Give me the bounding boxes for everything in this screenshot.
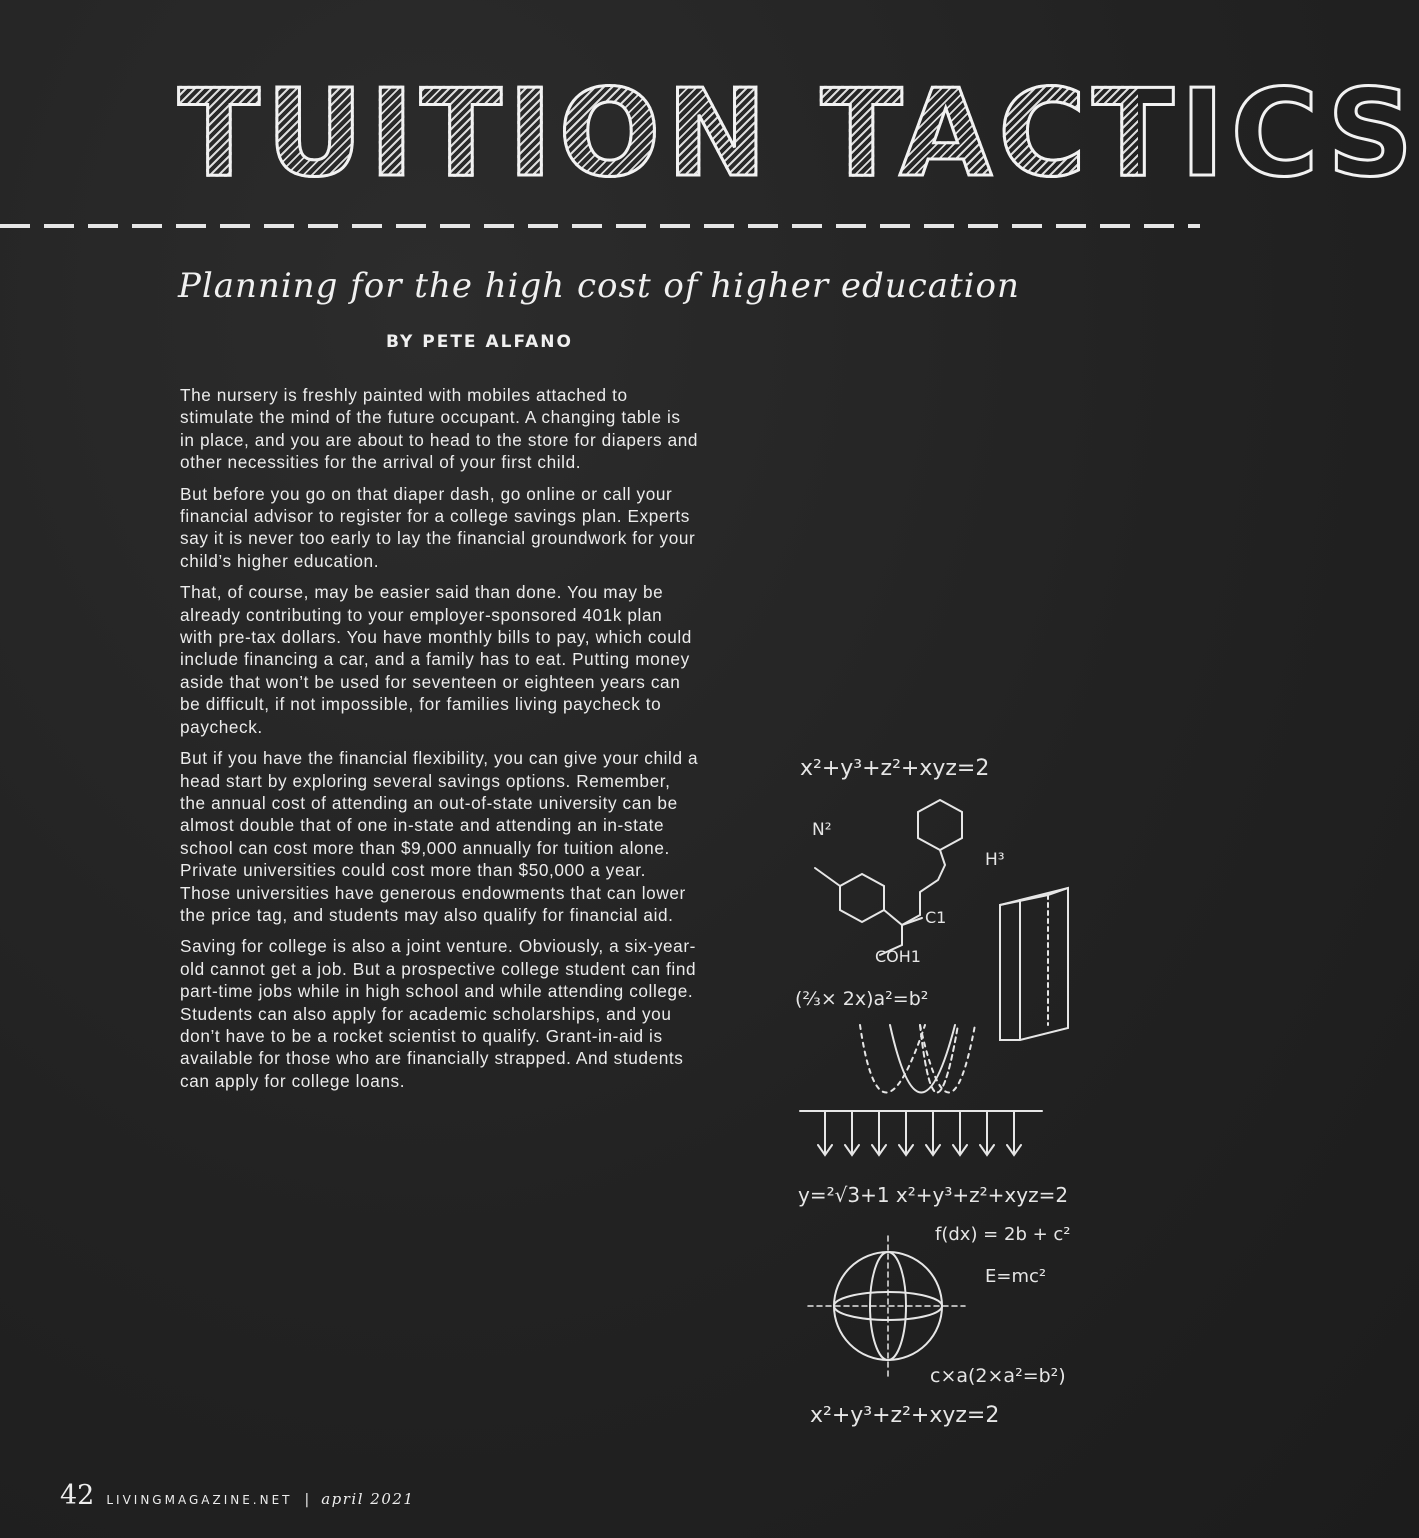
paragraph: But before you go on that diaper dash, go online or call your financial advisor to register for a college savings plan. Experts say it is never too early to lay the financial groundwork for your child’s higher education. [180,483,696,571]
footer-separator: | [304,1492,310,1508]
doodle-c1: C1 [925,908,947,927]
paragraph: That, of course, may be easier said than done. You may be already contributing to your employer-sponsored 401k plan with pre-tax dollars. You have monthly bills to pay, which could include financing a car, and a family has to eat. Putting money aside that won’t be used for seventeen or eighteen years can be difficult, if not impossible, for families living paycheck to paycheck. [180,582,692,737]
molecule-bond [884,910,902,925]
prism-edge [1020,888,1068,900]
paragraph: Saving for college is also a joint venture. Obviously, a six-year-old cannot get a job. But a prospective college student can find part-time jobs while in high school and while attending college. Students can also apply for academic scholarships, and you don’t have to be a rocket scientist to qualify. Grant-in-aid is available for those who are financially strapped. And students can apply for college loans. [180,936,697,1091]
doodle-cxa: c×a(2×a²=b²) [930,1365,1066,1387]
prism-front [1000,888,1068,1040]
subtitle: Planning for the high cost of higher education [178,266,1020,306]
page-title: TUITION TACTICS [178,65,1419,204]
doodle-n2: N² [812,820,832,840]
paragraph: The nursery is freshly painted with mobiles attached to stimulate the mind of the future occupant. A changing table is in place, and you are about to head to the store for diapers and other necessities for the arrival of your first child. [180,385,699,473]
article-body [180,384,700,1101]
doodle-fx: f(dx) = 2b + c² [935,1224,1071,1245]
molecule-bond [815,868,840,886]
arrows-row [818,1111,1021,1155]
doodle-equation-3: x²+y³+z²+xyz=2 [810,1403,1000,1428]
doodle-fraction: (⅔× 2x)a²=b² [795,988,929,1010]
chalk-doodles-illustration [780,740,1140,1440]
prism-edge [1000,900,1020,905]
hexagon-left [840,874,884,922]
molecule-chain [880,850,945,955]
issue-date: april 2021 [321,1490,415,1508]
dashed-divider [0,224,1200,228]
parabola-4 [920,1025,975,1093]
paragraph: But if you have the financial flexibility, you can give your child a head start by exploring several savings options. Remember, the annual cost of attending an out-of-state university can be almost double that of one in-state and attending an in-state school can cost more than $9,000 annually for tuition alone. Private universities could cost more than $50,000 a year. Those universities have generous endowments that can lower the price tag, and students may also qualify for financial aid. [180,748,699,925]
site-name: LIVINGMAGAZINE.NET [106,1493,293,1507]
doodle-equation-1: x²+y³+z²+xyz=2 [800,756,990,781]
byline: BY PETE ALFANO [386,332,573,352]
page-number: 42 [60,1480,95,1511]
hexagon-top [918,800,962,850]
doodle-coh1: COH1 [875,947,921,966]
doodle-equation-2: y=²√3+1 x²+y³+z²+xyz=2 [798,1183,1069,1207]
doodle-h3: H³ [985,850,1005,870]
doodle-emc: E=mc² [985,1266,1047,1287]
page-footer [60,1480,414,1511]
